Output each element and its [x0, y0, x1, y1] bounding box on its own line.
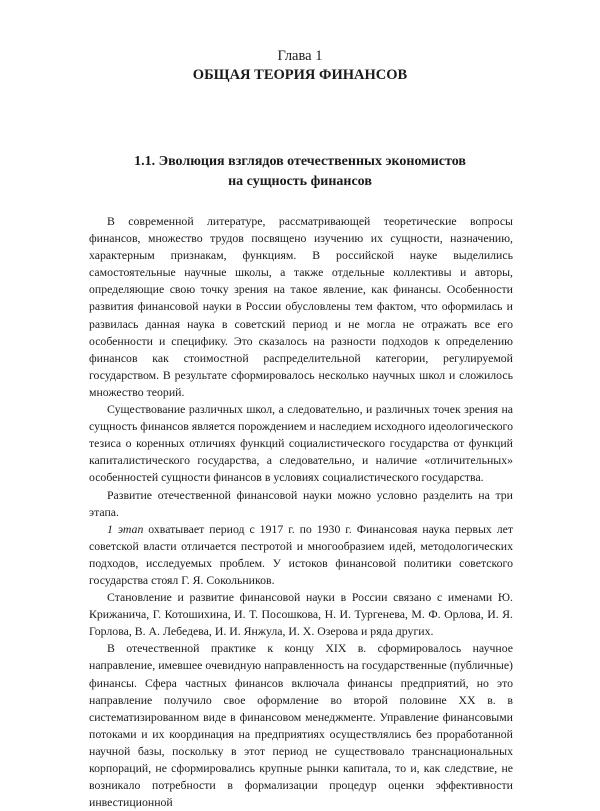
section-title [0, 152, 600, 191]
chapter-title: ОБЩАЯ ТЕОРИЯ ФИНАНСОВ [192, 67, 408, 83]
paragraph-5: Становление и развитие финансовой науки в России связано с именами Ю. Крижанича, Г. Котошихина, И. Т. Посошкова, Н. И. Тургенева, М. Ф. Орлова, И. Я. Горлова, В. А. Лебедева, И. И. Янжула, И. Х. Озерова и ряда других. [89, 590, 513, 639]
stage-1-text: охватывает период с 1917 г. по 1930 г. Финансовая наука первых лет советской власти отличается пестротой и многообразием идей, методологических подходов, исследуемых проблем. У истоков финансовой политики советского государства стоял Г. Я. Сокольников. [89, 521, 513, 587]
chapter-label: Глава 1 [277, 48, 323, 64]
paragraph-stage-1 [89, 521, 513, 589]
section-title-line-1: 1.1. Эволюция взглядов отечественных экономистов [134, 154, 466, 169]
paragraph-6: В отечественной практике к концу XIX в. сформировалось научное направление, имевшее очевидную направленность на государственные (публичные) финансы. Сфера частных финансов включала финансы предприятий, но это направление получило свое оформление во второй половине XX в. в систематизированном виде в финансовом менеджменте. Управление финансовыми потоками и их координация на предприятиях осуществлялись без проработанной научной базы, поскольку в этот период не существовало транснациональных корпораций, не сформировались крупные рынки капитала, то и, как следствие, не возникало потребности в формализации процедур оценки эффективности инвестиционной [89, 641, 513, 810]
paragraph-2: Существование различных школ, а следовательно, и различных точек зрения на сущность финансов является порождением и наследием исходного идеологического тезиса о коренных отличиях функций социалистического государства от функций капиталистического государства, а следовательно, и наличие «отличительных» особенностей сущности финансов в условиях социалистического государства. [89, 402, 513, 485]
section-title-line-2: на сущность финансов [228, 173, 372, 189]
paragraph-3: Развитие отечественной финансовой науки можно условно разделить на три этапа. [89, 487, 513, 519]
stage-1-term: 1 этап [107, 521, 144, 536]
body-text [89, 213, 513, 811]
paragraph-1: В современной литературе, рассматривающей теоретические вопросы финансов, множество трудов посвящено изучению их сущности, назначению, характерным признакам, функциям. В российской науке выделились самостоятельные научные школы, а также отдельные коллективы и авторы, определяющие свою точку зрения на такое явление, как финансы. Особенности развития финансовой науки в России обусловлены тем фактом, что оформилась и развилась данная наука в советский период и не могла не отражать все его особенности и специфику. Это сказалось на разности подходов к определению финансов как стоимостной распределительной категории, регулируемой государством. В результате сформировалось несколько научных школ и сложилось множество теорий. [89, 214, 513, 399]
